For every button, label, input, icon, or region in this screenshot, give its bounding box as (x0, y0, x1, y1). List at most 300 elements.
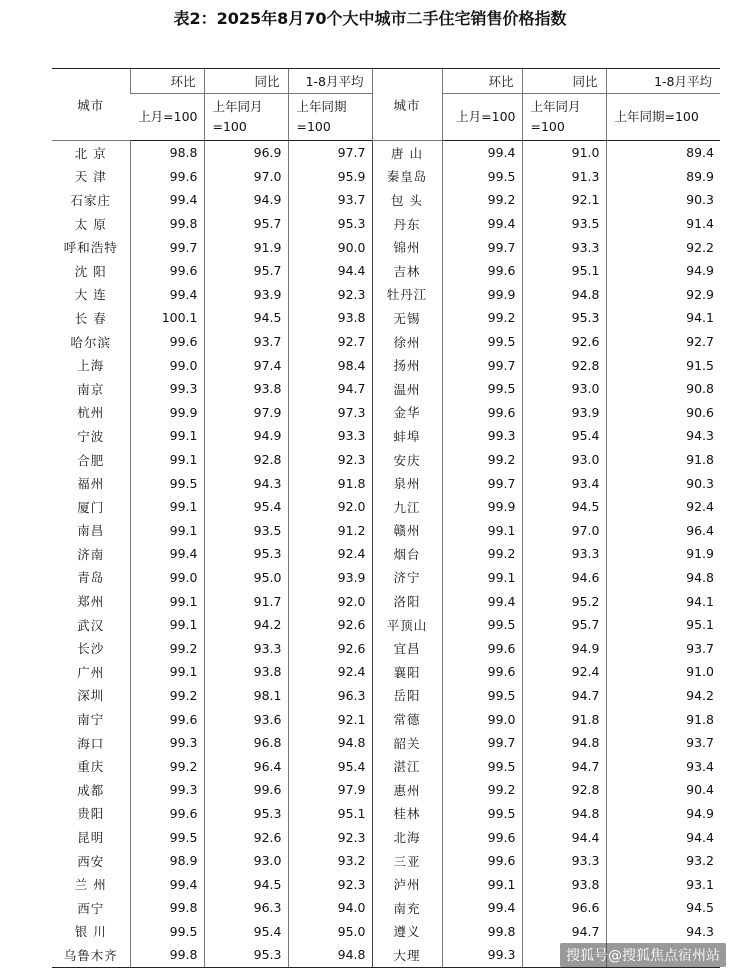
right-yoy-cell: 94.8 (522, 802, 606, 826)
right-yoy-cell: 93.8 (522, 872, 606, 896)
right-mom-cell: 99.1 (442, 519, 522, 543)
right-city-cell: 湛江 (372, 754, 442, 778)
header-yoy-base-right: 上年同月=100 (522, 94, 606, 141)
left-city-cell: 长 春 (74, 310, 107, 326)
left-mom-cell: 99.1 (130, 589, 204, 613)
right-city-cell: 惠州 (372, 778, 442, 802)
right-mom-cell: 99.5 (442, 684, 522, 708)
left-yoy-cell: 96.9 (204, 141, 288, 165)
left-avg-cell: 92.1 (288, 707, 372, 731)
right-mom-cell: 99.5 (442, 377, 522, 401)
left-mom-cell: 99.3 (130, 778, 204, 802)
right-yoy-cell: 93.5 (522, 212, 606, 236)
right-mom-cell: 99.4 (442, 141, 522, 165)
table-row (52, 589, 720, 613)
price-index-table (52, 68, 720, 968)
header-yoy-base: 上年同月=100 (204, 94, 288, 141)
left-yoy-cell: 91.7 (204, 589, 288, 613)
left-yoy-cell: 95.4 (204, 495, 288, 519)
right-avg-cell: 94.1 (606, 306, 720, 330)
left-city-cell: 南昌 (77, 523, 105, 539)
right-yoy-cell: 96.6 (522, 896, 606, 920)
left-avg-cell: 95.1 (288, 802, 372, 826)
right-mom-cell: 99.2 (442, 778, 522, 802)
right-yoy-cell: 95.3 (522, 306, 606, 330)
left-avg-cell: 95.4 (288, 754, 372, 778)
left-mom-cell: 99.3 (130, 377, 204, 401)
left-city-cell: 兰 州 (74, 877, 107, 893)
table-row (52, 188, 720, 212)
right-city-cell: 烟台 (372, 542, 442, 566)
table-body (52, 141, 720, 968)
right-yoy-cell: 94.9 (522, 636, 606, 660)
right-yoy-cell: 93.0 (522, 448, 606, 472)
left-avg-cell: 94.8 (288, 731, 372, 755)
left-city-cell: 昆明 (77, 830, 105, 846)
table-row (52, 896, 720, 920)
left-city-cell: 成都 (77, 782, 105, 798)
right-mom-cell: 99.0 (442, 707, 522, 731)
right-mom-cell: 99.8 (442, 920, 522, 944)
right-mom-cell: 99.6 (442, 636, 522, 660)
right-city-cell: 泸州 (372, 872, 442, 896)
right-yoy-cell: 95.2 (522, 589, 606, 613)
right-mom-cell: 99.7 (442, 471, 522, 495)
left-city-cell: 海口 (77, 735, 105, 751)
left-mom-cell: 99.5 (130, 920, 204, 944)
right-city-cell: 洛阳 (372, 589, 442, 613)
left-avg-cell: 92.0 (288, 589, 372, 613)
right-yoy-cell: 94.7 (522, 684, 606, 708)
right-city-cell: 平顶山 (372, 613, 442, 637)
left-yoy-cell: 97.0 (204, 165, 288, 189)
left-mom-cell: 99.1 (130, 424, 204, 448)
header-mom-right: 环比 (442, 69, 522, 94)
right-yoy-cell: 94.8 (522, 731, 606, 755)
right-mom-cell: 99.4 (442, 212, 522, 236)
right-mom-cell: 99.6 (442, 401, 522, 425)
table-row (52, 283, 720, 307)
right-yoy-cell: 95.7 (522, 613, 606, 637)
left-city-cell: 石家庄 (70, 192, 111, 208)
left-mom-cell: 98.9 (130, 849, 204, 873)
left-mom-cell: 99.6 (130, 259, 204, 283)
left-yoy-cell: 98.1 (204, 684, 288, 708)
right-mom-cell: 99.3 (442, 424, 522, 448)
right-avg-cell: 93.7 (606, 731, 720, 755)
right-avg-cell: 93.1 (606, 872, 720, 896)
right-yoy-cell: 91.0 (522, 141, 606, 165)
left-city-cell: 太 原 (74, 216, 107, 232)
table-row (52, 495, 720, 519)
left-avg-cell: 92.3 (288, 825, 372, 849)
left-avg-cell: 92.6 (288, 613, 372, 637)
left-city-cell: 沈 阳 (74, 263, 107, 279)
left-yoy-cell: 96.3 (204, 896, 288, 920)
right-mom-cell: 99.6 (442, 259, 522, 283)
table-row (52, 613, 720, 637)
right-mom-cell: 99.7 (442, 731, 522, 755)
table-row (52, 707, 720, 731)
right-yoy-cell: 94.6 (522, 566, 606, 590)
left-avg-cell: 96.3 (288, 684, 372, 708)
right-mom-cell: 99.1 (442, 872, 522, 896)
table-row (52, 872, 720, 896)
left-yoy-cell: 95.3 (204, 542, 288, 566)
right-mom-cell: 99.5 (442, 165, 522, 189)
right-avg-cell: 91.4 (606, 212, 720, 236)
left-mom-cell: 99.8 (130, 896, 204, 920)
right-city-cell: 襄阳 (372, 660, 442, 684)
right-mom-cell: 99.6 (442, 849, 522, 873)
right-avg-cell: 91.8 (606, 448, 720, 472)
left-city-cell: 乌鲁木齐 (52, 943, 130, 967)
right-avg-cell: 94.2 (606, 684, 720, 708)
left-mom-cell: 99.4 (130, 872, 204, 896)
right-avg-cell: 94.5 (606, 896, 720, 920)
header-yoy: 同比 (204, 69, 288, 94)
right-yoy-cell: 91.8 (522, 707, 606, 731)
right-mom-cell: 99.2 (442, 306, 522, 330)
left-mom-cell: 99.3 (130, 731, 204, 755)
left-yoy-cell: 96.8 (204, 731, 288, 755)
left-avg-cell: 92.4 (288, 660, 372, 684)
right-mom-cell: 99.2 (442, 188, 522, 212)
right-avg-cell: 94.8 (606, 566, 720, 590)
right-city-cell: 南充 (372, 896, 442, 920)
right-city-cell: 丹东 (372, 212, 442, 236)
left-avg-cell: 92.7 (288, 330, 372, 354)
right-yoy-cell: 93.4 (522, 471, 606, 495)
right-city-cell: 锦州 (372, 235, 442, 259)
right-mom-cell: 99.5 (442, 754, 522, 778)
left-mom-cell: 99.7 (130, 235, 204, 259)
right-avg-cell: 90.3 (606, 188, 720, 212)
header-row (52, 69, 720, 94)
left-avg-cell: 92.3 (288, 283, 372, 307)
right-avg-cell: 94.1 (606, 589, 720, 613)
left-avg-cell: 90.0 (288, 235, 372, 259)
right-avg-cell: 94.4 (606, 825, 720, 849)
header-city: 城市 (52, 69, 130, 141)
right-yoy-cell: 95.1 (522, 259, 606, 283)
left-city-cell: 西宁 (77, 900, 105, 916)
left-avg-cell: 93.3 (288, 424, 372, 448)
right-yoy-cell: 92.8 (522, 778, 606, 802)
table-row (52, 235, 720, 259)
left-city-cell: 青岛 (77, 570, 105, 586)
header-mom-base: 上月=100 (130, 94, 204, 141)
right-city-cell: 九江 (372, 495, 442, 519)
left-mom-cell: 99.4 (130, 542, 204, 566)
right-mom-cell: 99.9 (442, 495, 522, 519)
right-avg-cell: 90.6 (606, 401, 720, 425)
right-avg-cell: 94.9 (606, 259, 720, 283)
right-mom-cell: 99.7 (442, 235, 522, 259)
right-avg-cell: 89.4 (606, 141, 720, 165)
right-yoy-cell: 93.9 (522, 401, 606, 425)
table-row (52, 778, 720, 802)
table-row (52, 660, 720, 684)
header-yoy-right: 同比 (522, 69, 606, 94)
right-mom-cell: 99.6 (442, 825, 522, 849)
left-city-cell: 武汉 (77, 617, 105, 633)
left-mom-cell: 99.2 (130, 636, 204, 660)
right-avg-cell: 89.9 (606, 165, 720, 189)
left-avg-cell: 95.3 (288, 212, 372, 236)
table-row (52, 636, 720, 660)
right-city-cell: 桂林 (372, 802, 442, 826)
table-row (52, 920, 720, 944)
left-yoy-cell: 95.3 (204, 802, 288, 826)
right-city-cell: 温州 (372, 377, 442, 401)
left-city-cell: 天 津 (74, 169, 107, 185)
right-city-cell: 包 头 (372, 188, 442, 212)
left-avg-cell: 94.4 (288, 259, 372, 283)
table-row (52, 542, 720, 566)
left-mom-cell: 99.2 (130, 754, 204, 778)
right-mom-cell: 99.2 (442, 542, 522, 566)
table-row (52, 519, 720, 543)
left-mom-cell: 98.8 (130, 141, 204, 165)
right-city-cell: 蚌埠 (372, 424, 442, 448)
left-avg-cell: 94.7 (288, 377, 372, 401)
header-avg-base-right: 上年同期=100 (606, 94, 720, 141)
left-city-cell: 上海 (77, 358, 105, 374)
left-avg-cell: 93.9 (288, 566, 372, 590)
right-avg-cell: 94.3 (606, 424, 720, 448)
right-city-cell: 扬州 (372, 353, 442, 377)
left-mom-cell: 99.6 (130, 330, 204, 354)
right-yoy-cell: 94.5 (522, 495, 606, 519)
right-city-cell: 常德 (372, 707, 442, 731)
left-yoy-cell: 93.9 (204, 283, 288, 307)
header-avg-right: 1-8月平均 (606, 69, 720, 94)
right-city-cell: 三亚 (372, 849, 442, 873)
left-mom-cell: 99.4 (130, 283, 204, 307)
right-avg-cell: 90.4 (606, 778, 720, 802)
left-city-cell: 长沙 (77, 641, 105, 657)
right-city-cell: 北海 (372, 825, 442, 849)
right-city-cell: 大理 (372, 943, 442, 967)
right-yoy-cell: 94.8 (522, 283, 606, 307)
left-yoy-cell: 95.7 (204, 259, 288, 283)
right-city-cell: 秦皇岛 (372, 165, 442, 189)
table-row (52, 259, 720, 283)
right-city-cell: 安庆 (372, 448, 442, 472)
left-city-cell: 西安 (77, 853, 105, 869)
left-yoy-cell: 94.3 (204, 471, 288, 495)
left-avg-cell: 91.2 (288, 519, 372, 543)
left-mom-cell: 99.0 (130, 353, 204, 377)
left-yoy-cell: 97.9 (204, 401, 288, 425)
left-city-cell: 重庆 (77, 759, 105, 775)
right-avg-cell: 94.3 (606, 920, 720, 944)
right-avg-cell: 91.0 (606, 660, 720, 684)
left-mom-cell: 99.6 (130, 165, 204, 189)
right-yoy-cell: 92.8 (522, 353, 606, 377)
right-avg-cell: 93.2 (606, 849, 720, 873)
right-yoy-cell: 91.3 (522, 165, 606, 189)
table-row (52, 802, 720, 826)
table-row (52, 212, 720, 236)
left-yoy-cell: 93.6 (204, 707, 288, 731)
table-row (52, 353, 720, 377)
right-avg-cell: 93.4 (606, 754, 720, 778)
left-city-cell: 哈尔滨 (70, 334, 111, 350)
right-avg-cell: 92.9 (606, 283, 720, 307)
right-avg-cell: 96.4 (606, 519, 720, 543)
right-avg-cell: 94.9 (606, 802, 720, 826)
left-avg-cell: 93.2 (288, 849, 372, 873)
left-mom-cell: 99.1 (130, 448, 204, 472)
left-city-cell: 厦门 (77, 499, 105, 515)
left-yoy-cell: 94.5 (204, 872, 288, 896)
right-yoy-cell: 95.4 (522, 424, 606, 448)
right-avg-cell: 90.3 (606, 471, 720, 495)
right-avg-cell: 95.1 (606, 613, 720, 637)
left-avg-cell: 98.4 (288, 353, 372, 377)
left-avg-cell: 97.7 (288, 141, 372, 165)
left-avg-cell: 92.0 (288, 495, 372, 519)
right-mom-cell: 99.4 (442, 589, 522, 613)
table-row (52, 330, 720, 354)
left-mom-cell: 99.1 (130, 613, 204, 637)
left-yoy-cell: 95.4 (204, 920, 288, 944)
left-avg-cell: 93.8 (288, 306, 372, 330)
left-avg-cell: 95.0 (288, 920, 372, 944)
left-yoy-cell: 93.8 (204, 377, 288, 401)
right-avg-cell: 91.9 (606, 542, 720, 566)
table-row (52, 825, 720, 849)
right-yoy-cell: 94.4 (522, 825, 606, 849)
right-mom-cell: 99.4 (442, 896, 522, 920)
table-title: 表2：2025年8月70个大中城市二手住宅销售价格指数 (173, 9, 567, 28)
left-yoy-cell: 96.4 (204, 754, 288, 778)
left-yoy-cell: 97.4 (204, 353, 288, 377)
left-avg-cell: 91.8 (288, 471, 372, 495)
table-row (52, 684, 720, 708)
right-yoy-cell: 92.6 (522, 330, 606, 354)
right-mom-cell: 99.9 (442, 283, 522, 307)
table-row (52, 448, 720, 472)
left-avg-cell: 92.4 (288, 542, 372, 566)
left-city-cell: 南宁 (77, 712, 105, 728)
left-mom-cell: 99.9 (130, 401, 204, 425)
right-mom-cell: 99.2 (442, 448, 522, 472)
right-avg-cell: 91.8 (606, 707, 720, 731)
right-avg-cell: 92.4 (606, 495, 720, 519)
left-yoy-cell: 99.6 (204, 778, 288, 802)
right-city-cell: 泉州 (372, 471, 442, 495)
left-city-cell: 合肥 (77, 452, 105, 468)
left-mom-cell: 99.8 (130, 212, 204, 236)
right-city-cell: 唐 山 (372, 141, 442, 165)
right-mom-cell: 99.3 (442, 943, 522, 967)
right-city-cell: 徐州 (372, 330, 442, 354)
left-avg-cell: 94.0 (288, 896, 372, 920)
left-city-cell: 广州 (77, 664, 105, 680)
right-city-cell: 岳阳 (372, 684, 442, 708)
left-city-cell: 宁波 (77, 428, 105, 444)
right-city-cell: 金华 (372, 401, 442, 425)
left-mom-cell: 99.1 (130, 495, 204, 519)
header-mom-base-right: 上月=100 (442, 94, 522, 141)
header-avg: 1-8月平均 (288, 69, 372, 94)
left-mom-cell: 99.6 (130, 802, 204, 826)
left-mom-cell: 99.1 (130, 660, 204, 684)
table-row (52, 754, 720, 778)
left-avg-cell: 92.3 (288, 448, 372, 472)
left-yoy-cell: 94.5 (204, 306, 288, 330)
left-yoy-cell: 93.7 (204, 330, 288, 354)
right-mom-cell: 99.1 (442, 566, 522, 590)
left-city-cell: 北 京 (74, 145, 107, 161)
right-mom-cell: 99.5 (442, 802, 522, 826)
table-row (52, 401, 720, 425)
left-yoy-cell: 92.6 (204, 825, 288, 849)
table-row (52, 849, 720, 873)
right-city-cell: 无锡 (372, 306, 442, 330)
left-avg-cell: 95.9 (288, 165, 372, 189)
left-city-cell: 福州 (77, 476, 105, 492)
right-city-cell: 遵义 (372, 920, 442, 944)
header-city-right: 城市 (372, 69, 442, 141)
left-yoy-cell: 95.7 (204, 212, 288, 236)
left-city-cell: 深圳 (77, 688, 105, 704)
left-yoy-cell: 94.9 (204, 188, 288, 212)
right-yoy-cell: 93.3 (522, 542, 606, 566)
left-mom-cell: 99.1 (130, 519, 204, 543)
left-city-cell: 郑州 (77, 594, 105, 610)
right-avg-cell: 90.8 (606, 377, 720, 401)
left-yoy-cell: 93.0 (204, 849, 288, 873)
right-avg-cell: 92.2 (606, 235, 720, 259)
left-city-cell: 南京 (77, 381, 105, 397)
left-city-cell: 银 川 (74, 924, 107, 940)
left-yoy-cell: 95.0 (204, 566, 288, 590)
right-avg-cell: 93.7 (606, 636, 720, 660)
right-yoy-cell: 94.7 (522, 920, 606, 944)
right-yoy-cell: 92.4 (522, 660, 606, 684)
left-mom-cell: 99.2 (130, 684, 204, 708)
left-yoy-cell: 94.2 (204, 613, 288, 637)
table-row (52, 141, 720, 165)
right-mom-cell: 99.5 (442, 613, 522, 637)
right-city-cell: 牡丹江 (372, 283, 442, 307)
left-avg-cell: 97.3 (288, 401, 372, 425)
right-yoy-cell: 97.0 (522, 519, 606, 543)
left-mom-cell: 99.0 (130, 566, 204, 590)
header-avg-base: 上年同期=100 (288, 94, 372, 141)
watermark: 搜狐号@搜狐焦点宿州站 (560, 943, 726, 967)
left-avg-cell: 94.8 (288, 943, 372, 967)
right-yoy-cell: 94.7 (522, 754, 606, 778)
left-city-cell: 呼和浩特 (63, 240, 118, 256)
left-yoy-cell: 94.9 (204, 424, 288, 448)
table-row (52, 471, 720, 495)
right-avg-cell: 91.5 (606, 353, 720, 377)
table-row (52, 424, 720, 448)
right-city-cell: 吉林 (372, 259, 442, 283)
right-yoy-cell: 93.0 (522, 377, 606, 401)
right-mom-cell: 99.7 (442, 353, 522, 377)
right-yoy-cell: 93.3 (522, 849, 606, 873)
left-mom-cell: 99.8 (130, 943, 204, 967)
left-yoy-cell: 93.3 (204, 636, 288, 660)
right-city-cell: 赣州 (372, 519, 442, 543)
right-avg-cell: 92.7 (606, 330, 720, 354)
